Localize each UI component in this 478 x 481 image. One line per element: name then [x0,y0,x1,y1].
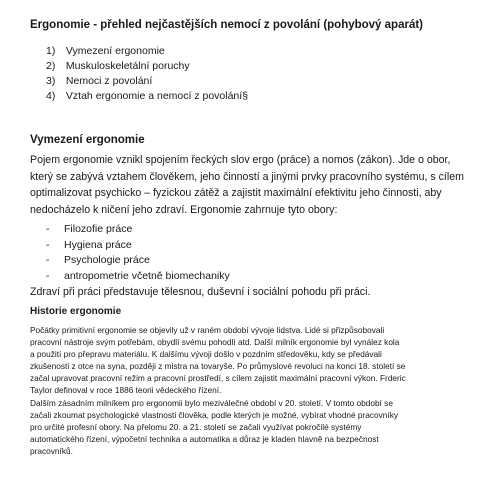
paragraph-line: zkušenosti z otce na syna, později z mistra na tovaryše. Po průmyslové revoluci na konci 18. století se [30,361,406,372]
health-paragraph: Zdraví při práci představuje tělesnou, duševní i sociální pohodu při práci. [30,286,371,298]
paragraph-line: Taylor definoval v roce 1886 teorii vědeckého řízení. [30,385,222,396]
paragraph-line: pro určité profesní obory. Na přelomu 20. a 21. století se začali využívat pokročilé systémy [30,421,362,432]
paragraph-line: Počátky primitivní ergonomie se objevily už v raném období vývoje lidstva. Lidé si přizpůsobovali [30,325,385,335]
toc-item-label: Nemoci z povolání [65,75,153,87]
list-item: - Filozofie práce [46,223,133,235]
paragraph-line: začal upravovat pracovní režim a pracovní prostředí, s cílem zajistit maximální pracovní výkon. Frderic [30,373,406,384]
paragraph-line: Dalším zásadním milníkem pro ergonomii bylo meziválečné období v 20. století. V tomto období se [30,397,393,408]
document-title: Ergonomie - přehled nejčastějších nemocí z povolání (pohybový aparát) [30,19,423,31]
toc-item-label: Vztah ergonomie a nemocí z povolání§ [65,90,249,102]
toc-item: 2) Muskuloskeletální poruchy [46,60,190,72]
paragraph-line: a použití pro přepravu materiálu. K dalšímu vývoji došlo v pozdním středověku, kdy se předávali [30,349,382,360]
list-item: - Psychologie práce [46,254,150,266]
history-paragraph [30,324,406,457]
toc-item-label: Vymezení ergonomie [65,45,165,57]
history-heading: Historie ergonomie [30,306,122,317]
paragraph-line: který se zabývá vztahem člověkem, jeho činností a jinými prvky pracovního systému, s cílem [30,170,464,183]
paragraph-line: pracovní nástroje svým potřebám, obydlí svému pohodlí atd. Další milník ergonomie byl vynález kola [30,337,400,348]
table-of-contents [46,44,248,104]
paragraph-line: Pojem ergonomie vznikl spojením řeckých slov ergo (práce) a nomos (zákon). Jde o obor, [30,154,451,166]
toc-item: 1) Vymezení ergonomie [46,45,165,57]
definition-paragraph [30,152,464,218]
paragraph-line: nedocházelo k ničení jeho zdraví. Ergonomie zahrnuje tyto obory: [30,203,338,216]
list-item: - antropometrie včetně biomechaniky [46,269,230,282]
paragraph-line: automatického řízení, výpočetní technika a automatika a důraz je kladen hlavně na bezpečnost [30,433,379,444]
paragraph-line: pracovníků. [30,445,73,456]
paragraph-line: optimalizovat psychicko – fyzickou zátěž a zajistit maximální efektivitu jeho činnosti, aby [30,187,442,199]
list-item: - Hygiena práce [46,238,132,251]
paragraph-line: začali zkoumat psychologické vlastnosti člověka, podle kterých je možné, vybírat vhodné pracovníky [30,409,399,420]
section-heading: Vymezení ergonomie [30,134,145,146]
toc-item-label: Muskuloskeletální poruchy [65,60,190,72]
toc-item: 4) Vztah ergonomie a nemocí z povolání§ [46,90,249,102]
fields-list [46,222,230,284]
toc-item: 3) Nemoci z povolání [46,75,153,87]
